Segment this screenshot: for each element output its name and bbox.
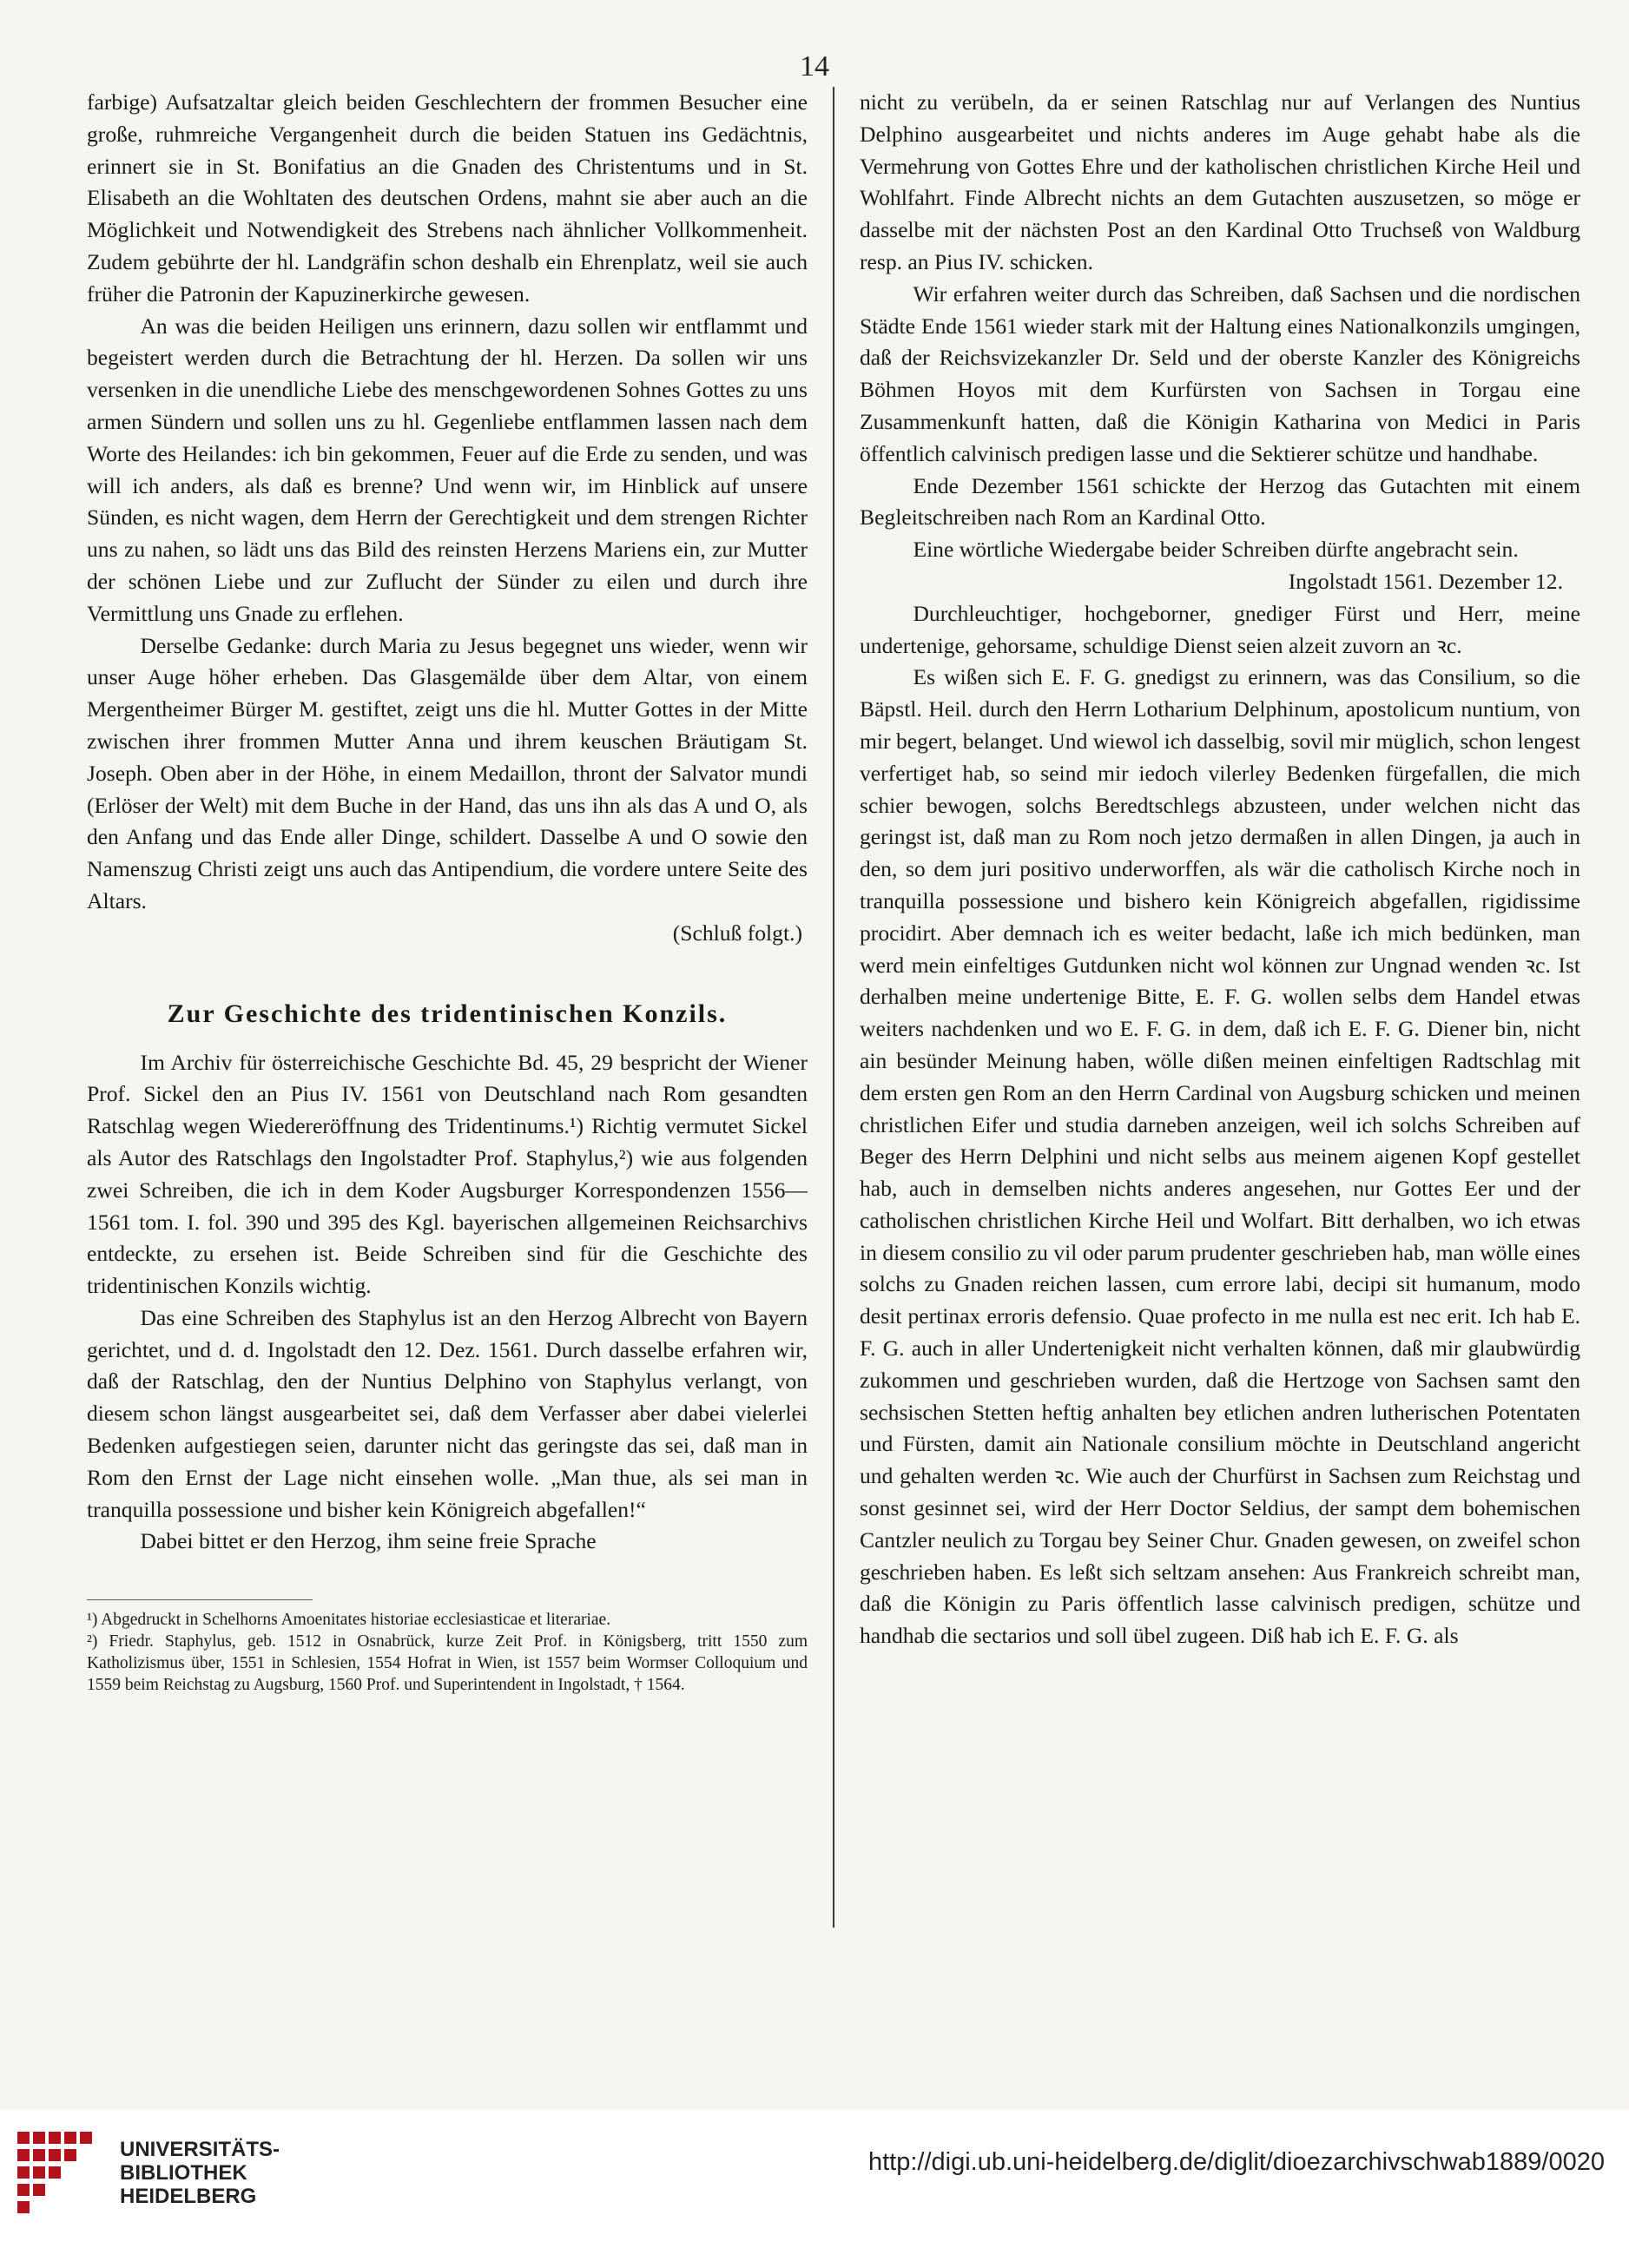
- left-column: [87, 87, 808, 1696]
- right-paragraphs-top: [860, 87, 1580, 566]
- continued-note: (Schluß folgt.): [672, 920, 802, 946]
- footnotes: [87, 1609, 808, 1696]
- paragraph: An was die beiden Heiligen uns erinnern, dazu sollen wir entflammt und begeistert werden durch die Betrachtung der hl. Herzen. Da sollen wir uns versenken in die unendliche Liebe des menschgewordenen Sohnes Gottes zu uns armen Sündern und sollen uns zu hl. Gegenliebe entflammen lassen nach dem Worte des Heilandes: ich bin gekommen, Feuer auf die Erde zu senden, und was will ich anders, als daß es brenne? Und wenn wir, im Hinblick auf unsere Sünden, es nicht wagen, dem Herrn der Gerechtigkeit und dem strengen Richter uns zu nahen, so lädt uns das Bild des reinsten Herzens Mariens ein, zur Mutter der schönen Liebe und zur Zuflucht der Sünder zu eilen und durch ihre Vermittlung uns Gnade zu erflehen.: [87, 313, 808, 626]
- source-url-link[interactable]: http://digi.ub.uni-heidelberg.de/diglit/dioezarchivschwab1889/0020: [867, 2148, 1605, 2176]
- left-paragraphs-before-heading: [87, 87, 808, 918]
- footnote: ²) Friedr. Staphylus, geb. 1512 in Osnabrück, kurze Zeit Prof. in Königsberg, tritt 1550 zum Katholizismus über, 1551 in Schlesien, 1554 Hofrat in Wien, ist 1557 beim Wormser Colloquium und 1559 beim Reichstag zu Augsburg, 1560 Prof. und Superintendent in Ingolstadt, † 1564.: [87, 1632, 808, 1695]
- footnote-rule: [87, 1599, 313, 1600]
- paragraph: Derselbe Gedanke: durch Maria zu Jesus begegnet uns wieder, wenn wir unser Auge höher erheben. Das Glasgemälde über dem Altar, von einem Mergentheimer Bürger M. gestiftet, zeigt uns die hl. Mutter Gottes in der Mitte zwischen ihrer frommen Mutter Anna und ihrem keuschen Bräutigam St. Joseph. Oben aber in der Höhe, in einem Medaillon, thront der Salvator mundi (Erlöser der Welt) mit dem Buche in der Hand, das uns ihn als das A und O, als den Anfang und das Ende aller Dinge, schildert. Dasselbe A und O sowie den Namenszug Christi zeigt uns auch das Antipendium, die vordere untere Seite des Altars.: [87, 632, 808, 913]
- letter-paragraph: Es wißen sich E. F. G. gnedigst zu erinnern, was das Consilium, so die Bäpstl. Heil. durch den Herrn Lotharium Delphinum, apostolicum nuntium, von mir begert, belanget. Und wiewol ich dasselbig, sovil mir müglich, schon lengest verfertiget hab, so seind mir iedoch vilerley Bedenken fürgefallen, die mich schier bewogen, solchs Beredtschlegs abzusteen, under welchen nicht das geringst ist, daß man zu Rom noch jetzo dermaßen in allen Dingen, ja auch in den, so dem juri positivo underworffen, als wär die catholisch Kirche noch in tranquilla possessione und bishero kein Königreich abgefallen, rigidissime procidirt. Aber demnach ich es weiter bedacht, laße ich mich bedünken, man werd mein einfeltiges Gutdunken nicht wol können zur Ungnad wenden ꝛc. Ist derhalben meine undertenige Bitte, E. F. G. wollen selbs dem Handel etwas weiters nachdenken und wo E. F. G. in dem, daß ich E. F. G. Diener bin, nicht ain besünder Meinung haben, wölle dißen meinen einfeltigen Radtschlag mit dem ersten gen Rom an den Herrn Cardinal von Augsburg schicken und meinen christlichen Eifer und studia darneben anzeigen, weil ich solchs Schreiben auf Beger des Herrn Delphini und nicht selbs aus meinem aigenen Kopf gestellet hab, auch in demselben nichts anderes angesehen, nur Gottes Eer und der catholischen christlichen Kirche Heil und Wolfart. Bitt derhalben, wo ich etwas in diesem consilio zu vil oder parum prudenter geschrieben hab, man wölle eines solchs zu Gnaden reichen lassen, cum errore labi, decipi sit humanum, modo desit pertinax erroris defensio. Quae profecto in me nulla est nec erit. Ich hab E. F. G. auch in aller Undertenigkeit nicht verhalten können, daß mir glaubwürdig zukommen und geschrieben wurden, daß die Hertzoge von Sachsen samt den sechsischen Stetten heftig anhalten bey etlichen andren lutherischen Potentaten und Fürsten, damit ain Nationale consilium möchte in Deutschland angericht und gehalten werden ꝛc. Wie auch der Churfürst in Sachsen zum Reichstag und sonst gesinnet sei, wird der Herr Doctor Seldius, der sampt dem bohemischen Cantzler neulich zu Torgau bey Seiner Chur. Gnaden gewesen, on zweifel schon geschrieben haben. Es leßt sich seltzam ansehen: Aus Frankreich schreibt man, daß die Königin zu Paris öffentlich lasse calvinisch predigen, schütze und handhab die sectarios und soll übel zugeen. Diß hab ich E. F. G. als: [860, 664, 1580, 1649]
- heidelberg-university-library-logo-icon[interactable]: [12, 2123, 108, 2227]
- column-divider: [833, 87, 834, 1928]
- paragraph: farbige) Aufsatzaltar gleich beiden Geschlechtern der frommen Besucher eine große, ruhmreiche Vergangenheit durch die beiden Statuen ins Gedächtnis, erinnert sie in St. Bonifatius an die Gnaden des Christentums und in St. Elisabeth an die Wohltaten des deutschen Ordens, mahnt sie aber auch an die Möglichkeit und Notwendigkeit des Strebens nach ähnlicher Vollkommenheit. Zudem gebührte der hl. Landgräfin schon deshalb ein Ehrenplatz, weil sie auch früher die Patronin der Kapuzinerkirche gewesen.: [87, 89, 808, 307]
- library-name-line1: UNIVERSITÄTS-: [120, 2138, 280, 2161]
- left-paragraphs-after-heading: [87, 1047, 808, 1559]
- paragraph: Im Archiv für österreichische Geschichte Bd. 45, 29 bespricht der Wiener Prof. Sickel den an Pius IV. 1561 von Deutschland nach Rom gesandten Ratschlag wegen Wiedereröffnung des Tridentinums.¹) Richtig vermutet Sickel als Autor des Ratschlags den Ingolstadter Prof. Staphylus,²) wie aus folgenden zwei Schreiben, die ich in dem Koder Augsburger Korrespondenzen 1556—1561 tom. I. fol. 390 und 395 des Kgl. bayerischen allgemeinen Reichsarchivs entdeckte, zu ersehen ist. Beide Schreiben sind für die Geschichte des tridentinischen Konzils wichtig.: [87, 1049, 808, 1299]
- paragraph: Das eine Schreiben des Staphylus ist an den Herzog Albrecht von Bayern gerichtet, und d. d. Ingolstadt den 12. Dez. 1561. Durch dasselbe erfahren wir, daß der Ratschlag, den der Nuntius Delphino von Staphylus verlangt, von diesem schon längst ausgearbeitet sei, daß dem Verfasser aber dabei vielerlei Bedenken aufgestiegen seien, darunter nicht das geringste das sei, daß man in Rom den Ernst der Lage nicht einsehen wolle. „Man thue, als sei man in tranquilla possessione und bisher kein Königreich abgefallen!“: [87, 1304, 808, 1522]
- paragraph: Eine wörtliche Wiedergabe beider Schreiben dürfte angebracht sein.: [913, 537, 1519, 563]
- paragraph: Ende Dezember 1561 schickte der Herzog das Gutachten mit einem Begleitschreiben nach Rom an Kardinal Otto.: [860, 472, 1580, 531]
- letter-paragraphs: [860, 598, 1580, 1652]
- letter-paragraph: Durchleuchtiger, hochgeborner, gnediger Fürst und Herr, meine undertenige, gehorsame, schuldige Dienst seien alzeit zuvorn an ꝛc.: [860, 600, 1580, 658]
- paragraph: Dabei bittet er den Herzog, ihm seine freie Sprache: [140, 1528, 597, 1554]
- page-number: 14: [800, 50, 829, 82]
- library-name-line3: HEIDELBERG: [120, 2185, 257, 2208]
- right-column: [860, 87, 1580, 1652]
- paragraph: nicht zu verübeln, da er seinen Ratschlag nur auf Verlangen des Nuntius Delphino ausgearbeitet und nichts anderes im Auge gehabt habe als die Vermehrung von Gottes Ehre und der katholischen christlichen Kirche Heil und Wohlfahrt. Finde Albrecht nichts an dem Gutachten auszusetzen, so möge er dasselbe mit der nächsten Post an den Kardinal Otto Truchseß von Waldburg resp. an Pius IV. schicken.: [860, 89, 1580, 274]
- letter-dateline: Ingolstadt 1561. Dezember 12.: [1288, 568, 1563, 594]
- paragraph: Wir erfahren weiter durch das Schreiben, daß Sachsen und die nordischen Städte Ende 1561 wieder stark mit der Haltung eines Nationalkonzils umgingen, daß der Reichsvizekanzler Dr. Seld und der oberste Kanzler des Königreichs Böhmen Hoyos mit dem Kurfürsten von Sachsen in Torgau eine Zusammenkunft hatten, daß die Königin Katharina von Medici in Paris öffentlich calvinisch predigen lasse und die Sektierer schütze und handhabe.: [860, 280, 1580, 466]
- library-name-line2: BIBLIOTHEK: [120, 2161, 247, 2185]
- article-heading: Zur Geschichte des tridentinischen Konzils.: [167, 999, 728, 1028]
- library-name: [120, 2138, 280, 2208]
- footnote: ¹) Abgedruckt in Schelhorns Amoenitates historiae ecclesiasticae et literariae.: [87, 1611, 611, 1630]
